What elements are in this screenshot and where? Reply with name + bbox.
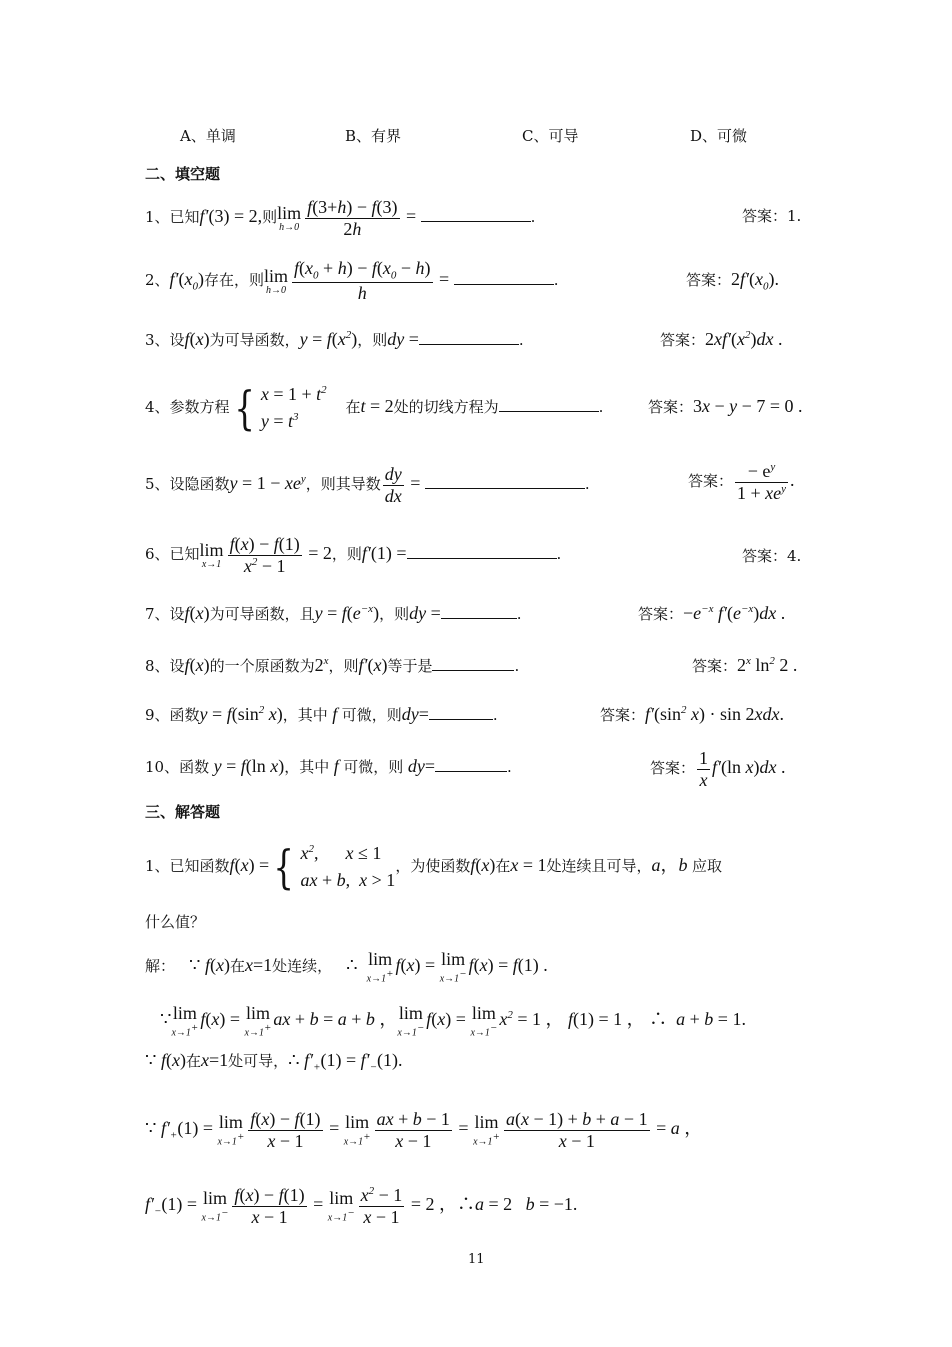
- q1-frac: $\frac{f(3+h) - f(3)}{2h}$: [307, 196, 398, 239]
- q5-answer: 答案： $\frac{- e^y}{1 + xe^y}$ .: [688, 460, 795, 503]
- option-a: A、单调: [180, 127, 236, 145]
- q6-answer-label: 答案：: [742, 547, 788, 565]
- q10-answer-frac: $\frac{1}{x}$: [699, 747, 709, 790]
- q2-answer-label: 答案：: [686, 271, 732, 289]
- sol-l1-math-b: x=1: [245, 955, 273, 975]
- q6-line: 6、已知 lim x→1 $\frac{f(x) - f(1)}{x^2 - 1}$ = 2，则f′(1) = .: [145, 533, 562, 576]
- q6-answer: [742, 545, 801, 566]
- option-b: B、有界: [345, 127, 402, 145]
- q7-answer-math: $-e^{-x}$ $f'(e^{-x})dx$ .: [683, 603, 786, 623]
- sol-line4: ∵ $f'_+(1)$ = lim x→1+ $\frac{f(x) - f(1)}{x - 1}$ = lim x→1+ $\frac{ax + b - 1}{x - 1}$ = lim x→1+ $\frac{a(x - 1) + b + a - 1}{x - 1}$ = a ，: [145, 1108, 703, 1151]
- sol-l4-lim-b: lim x→1+: [343, 1111, 371, 1148]
- sol-l4-frac-b: $\frac{ax + b - 1}{x - 1}$: [376, 1108, 450, 1151]
- q7-mid: 为可导函数，且: [209, 605, 315, 623]
- sol-l5-frac-b: $\frac{x^2 - 1}{x - 1}$: [360, 1184, 403, 1227]
- sol-l1-lim-b: lim x→1−: [439, 948, 467, 985]
- q10-mid2: 可微，则: [343, 758, 404, 776]
- q8-answer: [692, 655, 797, 676]
- q5-math-a: $y = 1 - xe^y$: [229, 473, 306, 493]
- q4-prefix: 4、参数方程: [145, 398, 230, 416]
- q1-answer: [742, 205, 801, 226]
- q3-mid2: ，则: [357, 331, 388, 349]
- q5-answer-frac: $\frac{- e^y}{1 + xe^y}$: [737, 460, 787, 503]
- sol-l5-math-a: $f'_-(1)$ =: [145, 1194, 202, 1218]
- q2-blank: [454, 270, 554, 285]
- q2-answer-math: $2f'(x_0)$.: [731, 269, 779, 293]
- q6-frac: $\frac{f(x) - f(1)}{x^2 - 1}$: [229, 533, 300, 576]
- sol-line2: [160, 995, 746, 1039]
- sol-l4-frac-c: $\frac{a(x - 1) + b + a - 1}{x - 1}$: [505, 1108, 648, 1151]
- q4-math-t: t = 2: [360, 396, 394, 416]
- q10-prefix: 10、函数: [145, 758, 210, 776]
- q7-prefix: 7、设: [145, 605, 185, 623]
- q3-blank: [419, 330, 519, 345]
- option-c: C、可导: [522, 127, 579, 145]
- q7-line: 7、设f(x)为可导函数，且$y = f(e^{-x})$，则dy = .: [145, 603, 522, 623]
- s3-q1-cases: $x^2$, x ≤ 1 ax + b, x > 1: [300, 843, 396, 890]
- q1-lim: lim h→0: [277, 202, 302, 233]
- sol-l2-math-d: $x^2 = 1$ ， f(1) = 1 ， ∴ a + b = 1.: [499, 1009, 746, 1029]
- s3-q1-line: [145, 834, 722, 896]
- q9-answer: [600, 704, 784, 725]
- sol-l1-b: 处连续，: [272, 957, 333, 975]
- sol-l3-b: 处可导，: [228, 1052, 289, 1070]
- q10-math-c: dy=: [403, 756, 435, 776]
- sol-l3-math-b: x=1: [200, 1050, 229, 1070]
- s3-q1-brace: {: [273, 840, 295, 894]
- q3-mid: 为可导函数，: [209, 331, 300, 349]
- q4-mid: 在: [345, 398, 361, 416]
- q8-math-a: f(x): [184, 655, 210, 675]
- q2-math-a: $f'(x_0)$: [169, 269, 204, 293]
- q8-math-b: 2$^x$: [314, 655, 329, 675]
- q8-prefix: 8、设: [145, 657, 185, 675]
- q8-answer-math: 2$^x$ $\ln^2 2$ .: [737, 655, 798, 675]
- sol-l4-lim-c: lim x→1+: [473, 1111, 500, 1148]
- q8-mid3: 等于是: [387, 657, 433, 675]
- sol-l1-math-e: f(x) = f(1) .: [468, 955, 548, 975]
- s3-q1-prefix: 1、已知函数: [145, 857, 230, 875]
- q10-line: 10、函数 y = f(ln x)，其中 f 可微，则 dy= .: [145, 756, 512, 776]
- q1-math-a: f′(3) = 2,: [199, 206, 263, 226]
- q6-blank: [407, 544, 557, 559]
- q3-prefix: 3、设: [145, 331, 185, 349]
- q9-math-f: f: [327, 704, 342, 724]
- section3-title: 三、解答题: [145, 803, 221, 821]
- q3-answer: [660, 329, 782, 350]
- q7-blank: [441, 604, 517, 619]
- sol-label: 解：: [145, 957, 176, 975]
- q8-answer-label: 答案：: [692, 657, 738, 675]
- q8-line: 8、设f(x)的一个原函数为2$^x$，则f′(x)等于是 .: [145, 655, 520, 675]
- q3-math-c: dy =: [387, 329, 419, 349]
- q5-mid: ，则其导数: [305, 475, 381, 493]
- q1-line: 1、已知f′(3) = 2,则 lim h→0 $\frac{f(3+h) - f(3)}{2h}$ = .: [145, 196, 536, 239]
- q6-mid: ，则: [331, 545, 362, 563]
- sol-l4-math-end: = a ，: [651, 1118, 703, 1138]
- q1-prefix: 1、已知: [145, 208, 200, 226]
- s3-q1-tail: 应取: [692, 857, 723, 875]
- q8-blank: [432, 656, 514, 671]
- q5-prefix: 5、设隐函数: [145, 475, 230, 493]
- q2-mid: 存在，则: [204, 271, 265, 289]
- sol-line1: [145, 945, 548, 985]
- sol-l1-lim-a: lim x→1+: [366, 948, 394, 985]
- q1-mid: 则: [262, 208, 278, 226]
- sol-l5-math-end: = 2 ，∴a = 2 b = −1.: [406, 1194, 578, 1214]
- q1-blank: [421, 207, 531, 222]
- q6-lim: lim x→1: [199, 539, 224, 570]
- sol-l1-a: 在: [229, 957, 245, 975]
- s3-q1-mid2: 在: [495, 857, 511, 875]
- sol-l2-lim-d: lim x→1−: [470, 1002, 498, 1039]
- sol-l4-math-a: ∵ $f'_+(1)$ =: [145, 1118, 218, 1142]
- q9-answer-math: $f'(\sin^2$ x) · sin 2xdx.: [645, 704, 784, 724]
- q4-answer-math: 3x − y − 7 = 0 .: [693, 396, 803, 416]
- sol-line3: [145, 1050, 403, 1074]
- q6-prefix: 6、已知: [145, 545, 200, 563]
- q2-lim: lim h→0: [264, 265, 289, 296]
- q4-answer: [648, 396, 802, 417]
- q9-math-c: dy=: [401, 704, 429, 724]
- q7-math-a: f(x): [184, 603, 210, 623]
- q4-line: 4、参数方程{ $x = 1 + t^2$ $y = t^3$ 在t = 2处的切线方程为 .: [145, 381, 604, 435]
- q9-mid: ，其中: [282, 706, 328, 724]
- q2-answer: [686, 269, 779, 293]
- q6-answer-value: 4.: [787, 547, 802, 565]
- sol-l2-math-a: f(x) =: [200, 1009, 245, 1029]
- sol-l1-math-d: f(x) =: [395, 955, 440, 975]
- q10-blank: [435, 757, 507, 772]
- s3-q1-math-c: x = 1: [510, 855, 547, 875]
- q3-line: 3、设f(x)为可导函数，$y = f(x^2)$，则dy = .: [145, 329, 524, 349]
- q7-answer-label: 答案：: [638, 605, 684, 623]
- q10-math-a: y = f(ln x): [209, 756, 285, 776]
- page-number: 11: [468, 1252, 485, 1267]
- q5-blank: [425, 474, 585, 489]
- sol-l1-math-a: ∵ f(x): [189, 955, 230, 975]
- s3-q1-line2: 什么值？: [145, 913, 206, 931]
- section2-title: 二、填空题: [145, 165, 221, 183]
- q10-answer-math: f′(ln x)dx .: [712, 757, 786, 777]
- sol-l3-math-c: ∴ $f'_+(1) = f'_-(1)$.: [288, 1050, 403, 1074]
- option-d: D、可微: [690, 127, 748, 145]
- q4-mid2: 处的切线方程为: [393, 398, 499, 416]
- s3-q1-math-a: f(x) =: [229, 855, 270, 875]
- sol-l2-math-b: ax + b = a + b ，: [273, 1009, 398, 1029]
- q9-mid2: 可微，则: [341, 706, 402, 724]
- sol-l1-math-c: ∴: [346, 955, 367, 975]
- sol-l5-lim-a: lim x→1−: [201, 1187, 229, 1224]
- q9-math-a: $y = f(\sin^2$ x): [199, 704, 283, 724]
- s3-q1-math-ab: a，b: [651, 855, 693, 875]
- sol-l5-lim-b: lim x→1−: [327, 1187, 355, 1224]
- q1-answer-value: 1.: [787, 207, 802, 225]
- q9-answer-label: 答案：: [600, 706, 646, 724]
- q10-mid: ，其中: [284, 758, 330, 776]
- q10-answer: [650, 743, 785, 791]
- sol-line5: $f'_-(1)$ = lim x→1− $\frac{f(x) - f(1)}{x - 1}$ = lim x→1− $\frac{x^2 - 1}{x - 1}$ = 2 ，∴a = 2 b = −1.: [145, 1184, 578, 1227]
- q5-line: 5、设隐函数$y = 1 - xe^y$，则其导数 $\frac{dy}{dx}$ = .: [145, 463, 590, 506]
- q9-blank: [429, 705, 493, 720]
- q7-math-c: dy =: [409, 603, 441, 623]
- sol-l2-lim-a: lim x→1+: [171, 1002, 199, 1039]
- q7-math-b: $y = f(e^{-x})$: [314, 603, 380, 623]
- s3-q1-mid3: 处连续且可导，: [546, 857, 652, 875]
- q5-frac: $\frac{dy}{dx}$: [384, 463, 402, 506]
- q4-answer-label: 答案：: [648, 398, 694, 416]
- sol-l2-math-c: f(x) =: [426, 1009, 471, 1029]
- q3-math-a: f(x): [184, 329, 210, 349]
- sol-l4-frac-a: $\frac{f(x) - f(1)}{x - 1}$: [250, 1108, 321, 1151]
- q4-blank: [499, 397, 599, 412]
- q4-brace: {: [233, 381, 255, 435]
- sol-l5-frac-a: $\frac{f(x) - f(1)}{x - 1}$: [234, 1184, 305, 1227]
- q10-answer-label: 答案：: [650, 759, 696, 777]
- q7-answer: [638, 603, 785, 624]
- q8-mid2: ，则: [328, 657, 359, 675]
- q9-prefix: 9、函数: [145, 706, 200, 724]
- q3-math-b: $y = f(x^2)$: [299, 329, 358, 349]
- q8-mid: 的一个原函数为: [209, 657, 315, 675]
- q2-line: 2、$f'(x_0)$存在，则 lim h→0 $\frac{f(x_0 + h) - f(x_0 - h)}{h}$ = .: [145, 258, 559, 304]
- s3-q1-math-b: f(x): [470, 855, 496, 875]
- q9-line: 9、函数$y = f(\sin^2$ x)，其中 f 可微，则dy= .: [145, 704, 498, 724]
- sol-l3-math-a: ∵ f(x): [145, 1050, 186, 1070]
- q7-mid2: ，则: [379, 605, 410, 623]
- sol-l4-lim-a: lim x→1+: [217, 1111, 245, 1148]
- q1-answer-label: 答案：: [742, 207, 788, 225]
- sol-l3-a: 在: [185, 1052, 201, 1070]
- q8-math-c: f′(x): [358, 655, 388, 675]
- q2-frac: $\frac{f(x_0 + h) - f(x_0 - h)}{h}$: [294, 258, 431, 304]
- sol-l2-lim-b: lim x→1+: [244, 1002, 272, 1039]
- q10-math-f: f: [329, 756, 344, 776]
- sol-l2-because: ∵: [160, 1009, 172, 1029]
- sol-l2-lim-c: lim x→1−: [397, 1002, 425, 1039]
- q5-answer-label: 答案：: [688, 472, 734, 490]
- q3-answer-math: $2xf'(x^2)dx$ .: [705, 329, 783, 349]
- q3-answer-label: 答案：: [660, 331, 706, 349]
- q6-math-b: f′(1) =: [361, 543, 407, 563]
- q4-cases: $x = 1 + t^2$ $y = t^3$: [260, 384, 327, 431]
- q2-prefix: 2、: [145, 271, 170, 289]
- s3-q1-mid: ，为使函数: [395, 857, 471, 875]
